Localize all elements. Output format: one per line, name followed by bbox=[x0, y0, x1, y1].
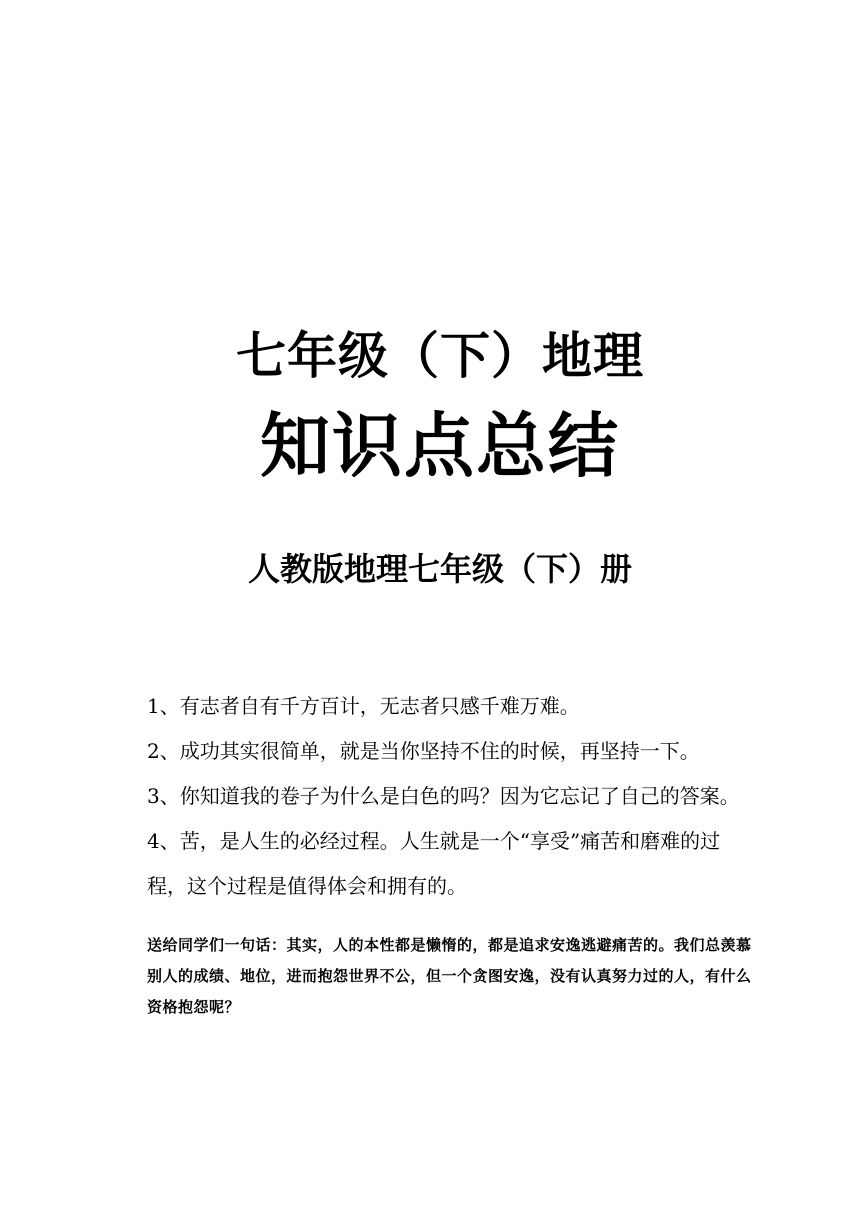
quote-item: 4、苦，是人生的必经过程。人生就是一个“享受”痛苦和磨难的过程，这个过程是值得体会和拥有的。 bbox=[147, 829, 721, 898]
title-summary: 知识点总结 bbox=[260, 404, 620, 487]
advice-paragraph: 送给同学们一句话：其实，人的本性都是懒惰的，都是追求安逸逃避痛苦的。我们总羡慕别人的成绩、地位，进而抱怨世界不公，但一个贪图安逸，没有认真努力过的人，有什么资格抱怨呢？ bbox=[147, 936, 752, 1016]
quote-item: 2、成功其实很简单，就是当你坚持不住的时候，再坚持一下。 bbox=[147, 739, 700, 763]
quote-item: 3、你知道我的卷子为什么是白色的吗？因为它忘记了自己的答案。 bbox=[147, 784, 740, 808]
quote-item: 1、有志者自有千方百计，无志者只感千难万难。 bbox=[147, 694, 580, 718]
subtitle-edition: 人教版地理七年级（下）册 bbox=[247, 550, 632, 588]
motivational-quotes-list bbox=[147, 684, 759, 909]
title-grade-subject: 七年级（下）地理 bbox=[236, 326, 644, 385]
